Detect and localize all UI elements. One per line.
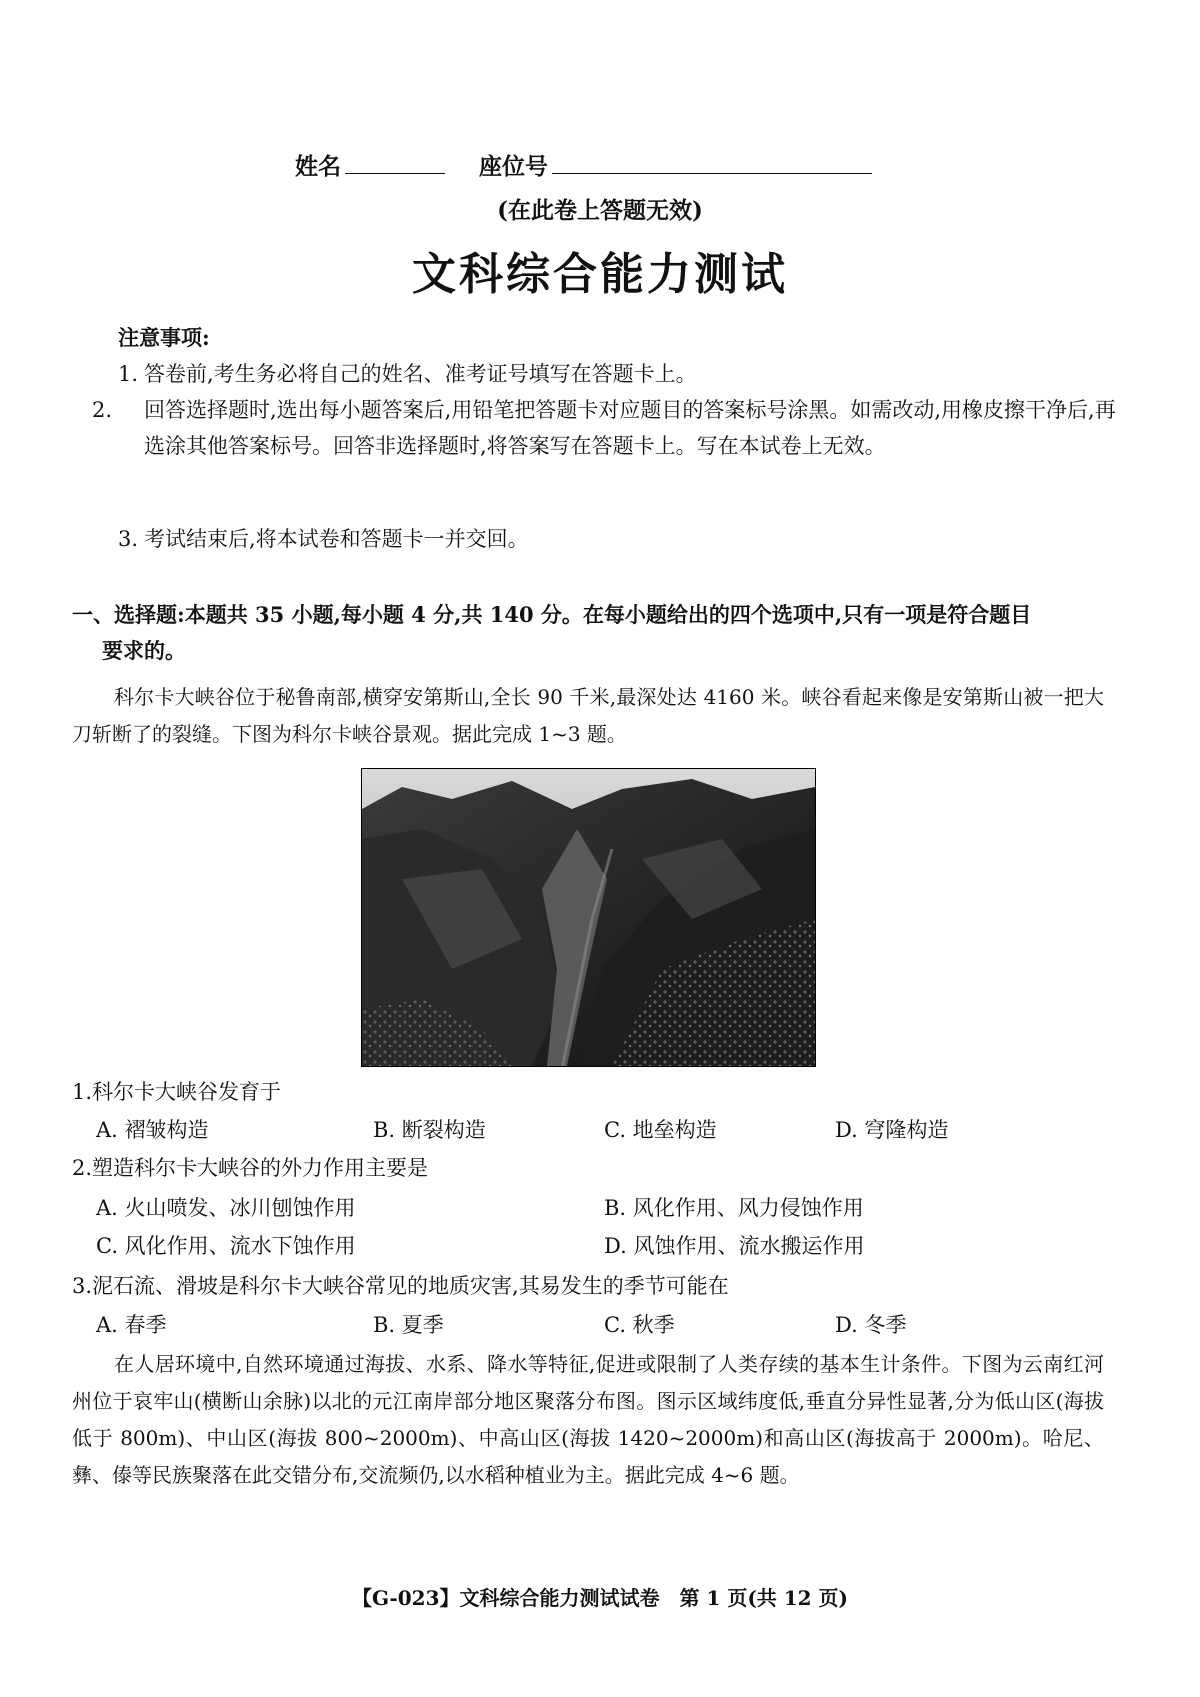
name-label: 姓名 bbox=[295, 153, 341, 180]
seat-label: 座位号 bbox=[479, 153, 549, 180]
question-2-option-c: C. 风化作用、流水下蚀作用 bbox=[96, 1234, 356, 1258]
notice-item-text: 回答选择题时,选出每小题答案后,用铅笔把答题卡对应题目的答案标号涂黑。如需改动,用橡皮擦干净后,再选涂其他答案标号。回答非选择题时,将答案写在答题卡上。写在本试卷上无效。 bbox=[144, 398, 1116, 458]
question-1-option-c: C. 地垒构造 bbox=[604, 1118, 717, 1142]
question-3-option-b: B. 夏季 bbox=[373, 1313, 444, 1337]
notice-item-number: 3. bbox=[118, 527, 139, 551]
question-2-stem: 2.塑造科尔卡大峡谷的外力作用主要是 bbox=[72, 1156, 429, 1180]
passage-colca bbox=[72, 679, 1104, 753]
notice-heading: 注意事项: bbox=[118, 325, 210, 350]
question-3-option-d: D. 冬季 bbox=[835, 1313, 907, 1337]
notice-item-number: 1. bbox=[118, 362, 139, 386]
question-2-option-d: D. 风蚀作用、流水搬运作用 bbox=[604, 1234, 865, 1258]
page-footer: 【G-023】文科综合能力测试试卷 第 1 页(共 12 页) bbox=[351, 1586, 849, 1610]
page-title: 文科综合能力测试 bbox=[412, 249, 788, 300]
canyon-landscape-image bbox=[362, 769, 815, 1066]
section-heading-line2: 要求的。 bbox=[102, 638, 186, 663]
invalid-note: (在此卷上答题无效) bbox=[497, 197, 703, 224]
name-blank bbox=[345, 151, 445, 174]
seat-blank bbox=[552, 151, 872, 174]
canyon-photo bbox=[361, 768, 816, 1067]
question-3-option-c: C. 秋季 bbox=[604, 1313, 675, 1337]
notice-item-number: 2. bbox=[92, 398, 113, 422]
question-1-option-a: A. 褶皱构造 bbox=[96, 1118, 209, 1142]
notice-item-2 bbox=[92, 392, 1128, 464]
question-3-stem: 3.泥石流、滑坡是科尔卡大峡谷常见的地质灾害,其易发生的季节可能在 bbox=[72, 1274, 729, 1298]
passage-settlement bbox=[72, 1346, 1104, 1494]
section-heading bbox=[72, 597, 1104, 669]
name-seat-line bbox=[295, 148, 915, 181]
question-1-option-b: B. 断裂构造 bbox=[373, 1118, 486, 1142]
passage-colca-text: 科尔卡大峡谷位于秘鲁南部,横穿安第斯山,全长 90 千米,最深处达 4160 米。峡谷看起来像是安第斯山被一把大刀斩断了的裂缝。下图为科尔卡峡谷景观。据此完成 1~3 题。 bbox=[72, 685, 1104, 746]
notice-item-text: 答卷前,考生务必将自己的姓名、准考证号填写在答题卡上。 bbox=[144, 362, 697, 386]
question-2-option-a: A. 火山喷发、冰川刨蚀作用 bbox=[96, 1196, 356, 1220]
notice-item-3 bbox=[118, 521, 1102, 557]
notice-item-text: 考试结束后,将本试卷和答题卡一并交回。 bbox=[144, 527, 529, 551]
section-heading-line1: 一、选择题:本题共 35 小题,每小题 4 分,共 140 分。在每小题给出的四个选项中,只有一项是符合题目 bbox=[72, 602, 1032, 627]
question-1-option-d: D. 穹隆构造 bbox=[835, 1118, 949, 1142]
passage-settlement-text: 在人居环境中,自然环境通过海拔、水系、降水等特征,促进或限制了人类存续的基本生计条件。下图为云南红河州位于哀牢山(横断山余脉)以北的元江南岸部分地区聚落分布图。图示区域纬度低,垂直分异性显著,分为低山区(海拔低于 800m)、中山区(海拔 800~2000m)、中高山区(海拔 1420~2000m)和高山区(海拔高于 2000m)。哈尼、彝、傣等民族聚落在此交错分布,交流频仍,以水稻种植业为主。据此完成 4~6 题。 bbox=[72, 1352, 1104, 1487]
question-3-option-a: A. 春季 bbox=[96, 1313, 167, 1337]
notice-item-1 bbox=[118, 356, 1102, 392]
question-1-stem: 1.科尔卡大峡谷发育于 bbox=[72, 1080, 282, 1104]
question-2-option-b: B. 风化作用、风力侵蚀作用 bbox=[604, 1196, 864, 1220]
